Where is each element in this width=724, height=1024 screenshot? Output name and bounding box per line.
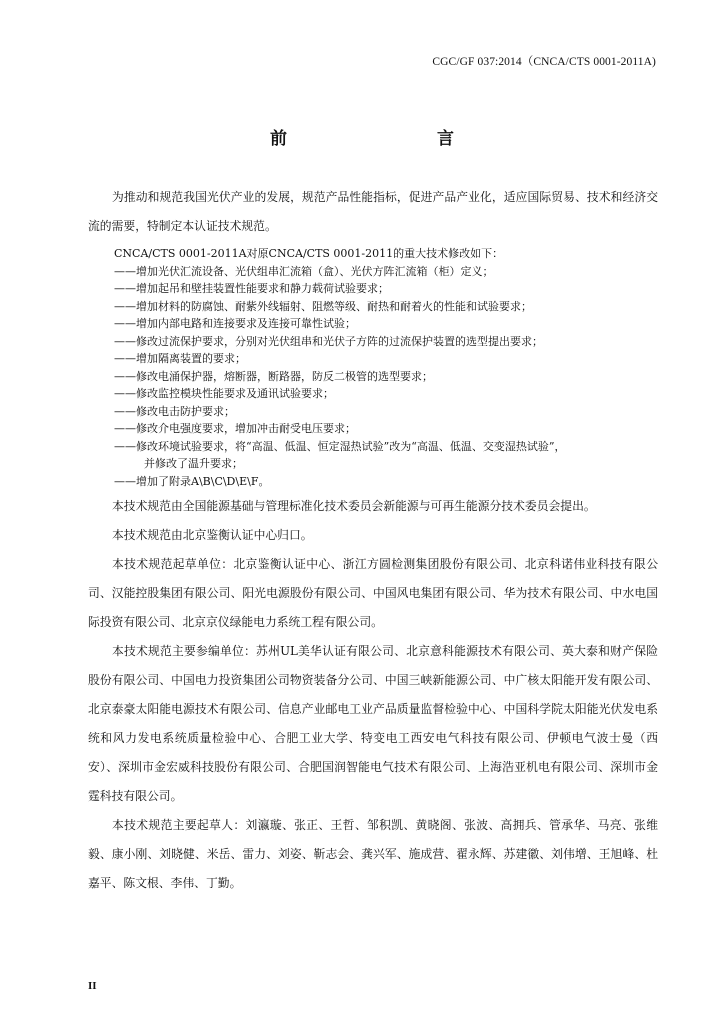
change-item: ——修改介电强度要求，增加冲击耐受电压要求； [114, 422, 356, 435]
change-item-continuation: 并修改了温升要求； [144, 457, 243, 470]
drafters-paragraph: 本技术规范主要起草人：刘瀛璇、张正、王哲、邹积凯、黄晓阁、张波、高拥兵、管承华、马亮、张维毅、康小刚、刘晓健、米岳、雷力、刘姿、靳志会、龚兴军、施成营、翟永辉、苏建徽、刘伟增、王旭峰、杜嘉平、陈文根、李伟、丁勤。 [88, 818, 658, 890]
change-item: ——修改监控模块性能要求及通讯试验要求； [114, 387, 334, 400]
change-item: ——增加内部电路和连接要求及连接可靠性试验； [114, 317, 356, 330]
change-item: ——修改环境试验要求，将“高温、低温、恒定湿热试验”改为“高温、低温、交变湿热试验”， [114, 439, 566, 453]
intro-paragraph: 为推动和规范我国光伏产业的发展，规范产品性能指标，促进产品产业化，适应国际贸易、技术和经济交流的需要，特制定本认证技术规范。 [88, 190, 658, 233]
change-item: ——增加光伏汇流设备、光伏组串汇流箱（盒）、光伏方阵汇流箱（柜）定义； [114, 264, 494, 278]
changes-section [88, 241, 658, 492]
changes-intro: CNCA/CTS 0001-2011A对原CNCA/CTS 0001-2011的重大技术修改如下： [114, 247, 504, 260]
page-title: 前 言 [270, 129, 526, 149]
change-item: ——增加隔离装置的要求； [114, 352, 246, 365]
change-item: ——增加起吊和壁挂装置性能要求和静力载荷试验要求； [114, 282, 389, 295]
centralized-by-paragraph: 本技术规范由北京鉴衡认证中心归口。 [112, 528, 313, 542]
drafting-units-paragraph: 本技术规范起草单位：北京鉴衡认证中心、浙江方圆检测集团股份有限公司、北京科诺伟业科技有限公司、汉能控股集团有限公司、阳光电源股份有限公司、中国风电集团有限公司、华为技术有限公司、中水电国际投资有限公司、北京京仪绿能电力系统工程有限公司。 [88, 557, 658, 629]
change-item: ——修改电击防护要求； [114, 404, 235, 418]
participating-units-paragraph: 本技术规范主要参编单位：苏州UL美华认证有限公司、北京意科能源技术有限公司、英大泰和财产保险股份有限公司、中国电力投资集团公司物资装备分公司、中国三峡新能源公司、中广核太阳能开发有限公司、北京泰豪太阳能电源技术有限公司、信息产业邮电工业产品质量监督检验中心、中国科学院太阳能光伏发电系统和风力发电系统质量检验中心、合肥工业大学、特变电工西安电气科技有限公司、伊顿电气波士曼（西安）、深圳市金宏威科技股份有限公司、合肥国润智能电气技术有限公司、上海浩亚机电有限公司、深圳市金霆科技有限公司。 [88, 644, 658, 803]
document-body [88, 183, 658, 898]
change-item: ——增加材料的防腐蚀、耐紫外线辐射、阻燃等级、耐热和耐着火的性能和试验要求； [114, 299, 532, 313]
page-number: II [88, 980, 97, 992]
change-item: ——修改过流保护要求，分别对光伏组串和光伏子方阵的过流保护装置的选型提出要求； [114, 334, 543, 348]
standard-number-header: CGC/GF 037:2014（CNCA/CTS 0001-2011A) [432, 56, 656, 68]
change-item: ——修改电涌保护器，熔断器，断路器，防反二极管的选型要求； [114, 369, 433, 383]
change-item: ——增加了附录A\B\C\D\E\F。 [114, 474, 270, 488]
proposed-by-paragraph: 本技术规范由全国能源基础与管理标准化技术委员会新能源与可再生能源分技术委员会提出。 [112, 499, 596, 513]
